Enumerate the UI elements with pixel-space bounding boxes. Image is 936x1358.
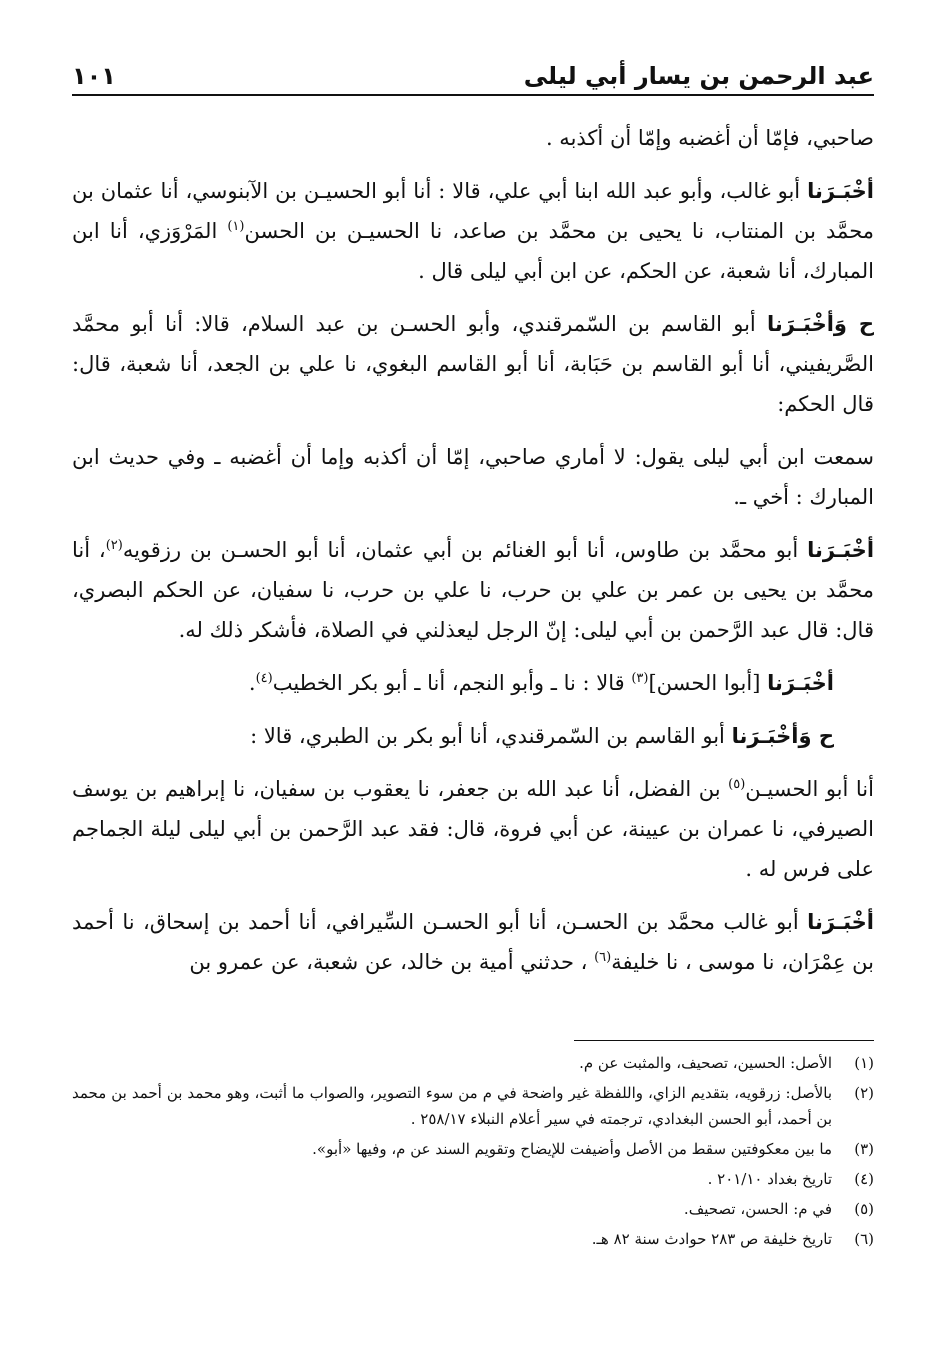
isnad-keyword: أخْبَـرَنا (807, 910, 874, 934)
paragraph-text: ، أنا محمَّد بن يحيى بن عمر بن علي بن حرب، نا علي بن حرب، نا سفيان، عن الحكم البصري، قال: قال عبد الرَّحمن بن أبي ليلى: إنّ الرجل ليعذلني في الصلاة، فأشكر ذلك له. (72, 538, 874, 642)
footnote-text: تاريخ خليفة ص ٢٨٣ حوادث سنة ٨٢ هـ. (591, 1230, 832, 1248)
isnad-keyword: وَأخْبَـرَنا (731, 724, 812, 748)
paragraph (72, 663, 874, 703)
footnote-reference: (٤) (255, 671, 273, 686)
paragraph (72, 716, 874, 756)
hadith-separator: ح (811, 724, 834, 748)
footnote (72, 1136, 874, 1162)
paragraph (72, 769, 874, 889)
paragraph-text: المَرْوَزي، أنا ابن المبارك، أنا شعبة، عن الحكم، عن ابن أبي ليلى قال . (72, 219, 874, 283)
footnote-number: (٦) (854, 1230, 874, 1248)
paragraph-text: صاحبي، فإمّا أن أغضبه وإمّا أن أكذبه . (545, 126, 874, 150)
footnote-reference: (٣) (631, 671, 649, 686)
paragraph-text: أبو غالب، وأبو عبد الله ابنا أبي علي، قالا : أنا أبو الحسيـن بن الآبنوسي، أنا عثمان بن محمَّد بن المنتاب، نا يحيى بن محمَّد بن صاعد، نا الحسيـن بن الحسن (72, 179, 874, 243)
paragraph-text: سمعت ابن أبي ليلى يقول: لا أماري صاحبي، إمّا أن أكذبه وإما أن أغضبه ـ وفي حديث ابن المبارك : أخي ـ. (72, 445, 874, 509)
paragraph-text: . (248, 671, 256, 695)
paragraph (72, 171, 874, 291)
footnote-text: ما بين معكوفتين سقط من الأصل وأضيفت للإيضاح وتقويم السند عن م، وفيها «أبو». (312, 1140, 832, 1158)
footnote-number: (١) (854, 1054, 874, 1072)
running-title: عبد الرحمن بن يسار أبي ليلى (523, 62, 874, 90)
paragraph-text: أبو القاسم بن السّمرقندي، وأبو الحسـن بن عبد السلام، قالا: أنا أبو محمَّد الصَّريفيني، أنا أبو القاسم بن حَبَابة، أنا أبو القاسم البغوي، نا علي بن الجعد، أنا شعبة، قال: قال الحكم: (72, 312, 874, 416)
paragraph-text: أبو القاسم بن السّمرقندي، أنا أبو بكر بن الطبري، قالا : (250, 724, 732, 748)
footnote-number: (٤) (854, 1170, 874, 1188)
footnote-reference: (٦) (594, 950, 612, 965)
paragraph-text: أنا أبو الحسيـن (745, 777, 874, 801)
main-text (72, 118, 874, 995)
footnote (72, 1166, 874, 1192)
paragraph-text: قالا : نا ـ وأبو النجم، أنا ـ أبو بكر الخطيب (272, 671, 632, 695)
footnote-text: تاريخ بغداد ٢٠١/١٠ . (707, 1170, 832, 1188)
isnad-keyword: أخْبَـرَنا (807, 538, 875, 562)
footnote-text: بالأصل: زرقويه، بتقديم الزاي، واللفظة غير واضحة في م من سوء التصوير، والصواب ما أثبت، وهو محمد بن أحمد بن محمد بن أحمد، أبو الحسن البغدادي، ترجمته في سير أعلام النبلاء ٢٥٨/١٧ . (72, 1084, 832, 1128)
paragraph-text: بن الفضل، أنا عبد الله بن جعفر، نا يعقوب بن سفيان، نا إبراهيم بن يوسف الصيرفي، نا عمران بن عيينة، عن أبي فروة، قال: فقد عبد الرَّحمن بن أبي ليلى ليلة الجماجم على فرس له . (72, 777, 874, 881)
footnote-number: (٣) (854, 1140, 874, 1158)
paragraph (72, 118, 874, 158)
footnote-separator (574, 1040, 874, 1041)
footnote-text: في م: الحسن، تصحيف. (683, 1200, 832, 1218)
paragraph-text: أبو محمَّد بن طاوس، أنا أبو الغنائم بن أبي عثمان، أنا أبو الحسـن بن رزقويه (122, 538, 808, 562)
paragraph (72, 437, 874, 517)
footnote-reference: (١) (227, 219, 245, 234)
footnote-reference: (٥) (728, 777, 746, 792)
paragraph (72, 902, 874, 982)
page-number: ١٠١ (72, 62, 116, 90)
isnad-keyword: وَأخْبَـرَنا (767, 312, 847, 336)
footnote (72, 1050, 874, 1076)
footnote-number: (٥) (854, 1200, 874, 1218)
footnotes (72, 1050, 874, 1256)
hadith-separator: ح (846, 312, 874, 336)
paragraph (72, 304, 874, 424)
paragraph-text: أبو غالب محمَّد بن الحسـن، أنا أبو الحسـن السِّيرافي، أنا أحمد بن إسحاق، نا أحمد بن عِمْرَان، نا موسى ، نا خليفة (72, 910, 874, 974)
footnote (72, 1080, 874, 1132)
page (72, 0, 874, 1358)
paragraph-text: ، حدثني أمية بن خالد، عن شعبة، عن عمرو بن (189, 950, 595, 974)
page-header (72, 50, 874, 96)
isnad-keyword: أخْبَـرَنا (767, 671, 834, 695)
paragraph (72, 530, 874, 650)
footnote-text: الأصل: الحسين، تصحيف، والمثبت عن م. (579, 1054, 832, 1072)
footnote-number: (٢) (854, 1084, 874, 1102)
paragraph-text: [أبوا الحسن] (648, 671, 768, 695)
isnad-keyword: أخْبَـرَنا (807, 179, 874, 203)
footnote (72, 1226, 874, 1252)
footnote-reference: (٢) (105, 538, 123, 553)
footnote (72, 1196, 874, 1222)
